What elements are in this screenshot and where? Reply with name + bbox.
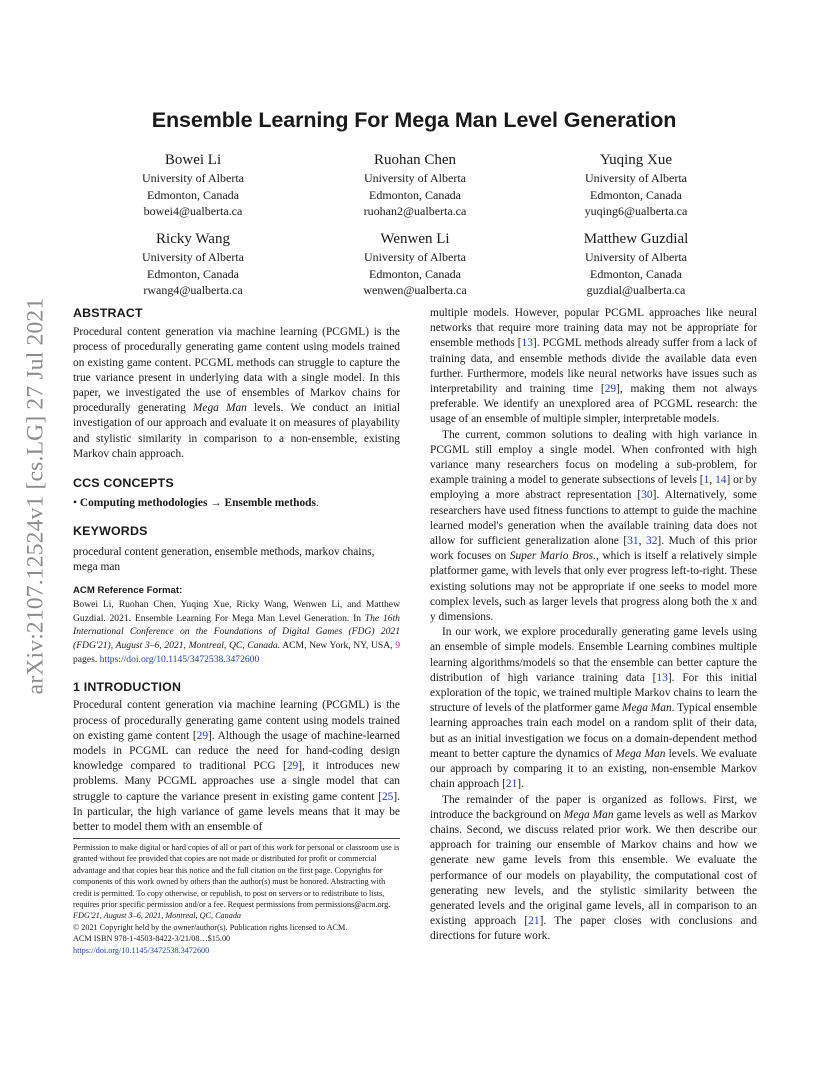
doi-link[interactable]: https://doi.org/10.1145/3472538.3472600: [99, 653, 260, 665]
intro-heading: 1 INTRODUCTION: [73, 680, 182, 695]
ccs-concept: • Computing methodologies → Ensemble methods.: [73, 497, 319, 510]
arxiv-stamp-text: arXiv:2107.12524v1 [cs.LG] 27 Jul 2021: [22, 297, 49, 695]
left-column: [73, 306, 400, 835]
right-column: [430, 306, 757, 945]
conference-line: FDG'21, August 3–6, 2021, Montreal, QC, Canada: [73, 911, 242, 921]
intro-paragraph: Procedural content generation via machine learning (PCGML) is the process of procedurally generating game content using models trained on existing game content [29]. Although the usage of machine-learned models in PCGML can reduce the need for hand-coding design knowledge compared to traditional PCG [29], it introduces new problems. Many PCGML approaches use a single model that can struggle to capture the variance present in existing game content [25]. In particular, the high variance of game levels means that it may be better to model them with an ensemble of: [73, 699, 401, 834]
author-name: Wenwen Li: [380, 231, 450, 247]
permission-notice: Permission to make digital or hard copies of all or part of this work for personal or classroom use is granted without fee provided that copies are not made or distributed for profit or commercial advantage and that copies bear this notice and the full citation on the first page. Copyrights for components of this work owned by others than the author(s) must be honored. Abstracting with credit is permitted. To copy otherwise, or republish, to post on servers or to redistribute to lists, requires prior specific permission and/or a fee. Request permissions from permissions@acm.org.: [73, 843, 400, 910]
copyright-footnote: [73, 838, 400, 956]
author-location: Edmonton, Canada: [147, 187, 239, 202]
author-affiliation: University of Alberta: [364, 171, 466, 185]
author-email: rwang4@ualberta.ca: [143, 283, 243, 298]
citation-link[interactable]: 21: [505, 778, 518, 791]
author-affiliation: University of Alberta: [585, 171, 687, 185]
citation-link[interactable]: 31: [627, 535, 639, 548]
author-affiliation: University of Alberta: [364, 250, 466, 264]
paper-title: Ensemble Learning For Mega Man Level Generation: [151, 108, 677, 132]
author-location: Edmonton, Canada: [590, 187, 682, 202]
citation-link[interactable]: 29: [604, 383, 617, 396]
ccs-heading: CCS CONCEPTS: [73, 476, 174, 491]
citation-link[interactable]: 32: [646, 535, 658, 548]
intro-paragraph: In our work, we explore procedurally generating game levels using an ensemble of simple models. Ensemble Learning combines multiple learning algorithms/models so that the ensemble can better capture the distribution of high variance training data [13]. For this initial exploration of the topic, we trained multiple Markov chains to learn the structure of levels of the platformer game Mega Man. Typical ensemble learning approaches train each model on a random split of their data, but as an initial investigation we focus on a domain-dependent method meant to better capture the dynamics of Mega Man levels. We evaluate our approach by comparing it to an existing, non-ensemble Markov chain approach [21].: [430, 626, 758, 791]
author-location: Edmonton, Canada: [590, 266, 682, 281]
isbn-line: ACM ISBN 978-1-4503-8422-3/21/08…$15.00: [73, 934, 231, 944]
citation-link[interactable]: 13: [521, 337, 533, 350]
citation-link[interactable]: 1: [703, 474, 710, 487]
author-block: [103, 150, 283, 220]
acm-ref-heading: ACM Reference Format:: [73, 585, 183, 597]
intro-paragraph: The remainder of the paper is organized as follows. First, we introduce the background on Mega Man game levels as well as Markov chains. Second, we discuss related prior work. We then describe our approach for training our ensemble of Markov chains and how we generate new game levels from this ensemble. We evaluate the performance of our models on playability, the computational cost of generating new levels, and the stylistic similarity between the generated levels and the original game levels, all in comparison to an existing approach [21]. The paper closes with conclusions and directions for future work.: [430, 793, 757, 943]
author-name: Matthew Guzdial: [583, 231, 689, 247]
citation-link[interactable]: 14: [715, 474, 727, 487]
author-name: Ricky Wang: [156, 231, 230, 247]
abstract-text: Procedural content generation via machine learning (PCGML) is the process of procedurally generating game content using models trained on existing game content. PCGML methods can struggle to capture the true variance present in underlying data with a single model. In this paper, we investigated the use of ensembles of Markov chains for procedurally generating Mega Man levels. We conduct an initial investigation of our approach and evaluate it on measures of playability and stylistic similarity in comparison to a non-ensemble, existing Markov chain approach.: [73, 326, 401, 460]
author-block: [103, 229, 283, 299]
citation-link[interactable]: 30: [641, 489, 653, 502]
keywords-text: procedural content generation, ensemble methods, markov chains, mega man: [73, 545, 375, 573]
author-name: Yuqing Xue: [599, 152, 673, 168]
citation-link[interactable]: 29: [196, 729, 209, 742]
intro-paragraph: multiple models. However, popular PCGML approaches like neural networks that require more training data may not be appropriate for ensemble methods [13]. PCGML methods already suffer from a lack of training data, and ensemble methods divide the available data even further. Furthermore, models like neural networks have issues such as interpretability and training time [29], making them not always preferable. We identify an unexplored area of PCGML research: the usage of an ensemble of multiple simpler, interpretable models.: [430, 307, 757, 426]
author-affiliation: University of Alberta: [142, 171, 244, 185]
copyright-line: © 2021 Copyright held by the owner/author(s). Publication rights licensed to ACM.: [73, 922, 348, 932]
citation-link[interactable]: 21: [528, 915, 540, 928]
author-email: guzdial@ualberta.ca: [586, 283, 686, 298]
citation-link[interactable]: 25: [381, 790, 394, 803]
abstract-heading: ABSTRACT: [73, 306, 143, 320]
author-block: [325, 229, 505, 299]
citation-link[interactable]: 29: [286, 760, 299, 773]
author-affiliation: University of Alberta: [585, 250, 687, 264]
author-name: Bowei Li: [164, 152, 222, 168]
intro-paragraph: The current, common solutions to dealing with high variance in PCGML still employ a single model. When confronted with high variance many researchers focus on modeling a sub-problem, for example training a model to generate subsections of levels [1, 14] or by employing a more abstract representation [30]. Alternatively, some researchers have used fitness functions to attempt to guide the machine learned model's generation when the available training data does not allow for sufficient generalization alone [31, 32]. Much of this prior work focuses on Super Mario Bros., which is itself a relatively simple platformer game, with levels that only ever progress left-to-right. These existing solutions may not be appropriate if one seeks to model more complex levels, such as larger levels that progress along both the x and y dimensions.: [430, 428, 757, 624]
author-email: yuqing6@ualberta.ca: [584, 204, 688, 219]
author-email: wenwen@ualberta.ca: [363, 283, 467, 298]
author-name: Ruohan Chen: [373, 152, 457, 168]
citation-link[interactable]: 13: [656, 671, 668, 684]
footnote-doi-link[interactable]: https://doi.org/10.1145/3472538.3472600: [73, 945, 210, 955]
arxiv-stamp: [20, 296, 52, 696]
author-location: Edmonton, Canada: [147, 266, 239, 281]
author-location: Edmonton, Canada: [369, 266, 461, 281]
author-block: [546, 229, 726, 299]
author-email: ruohan2@ualberta.ca: [363, 204, 467, 219]
author-block: [325, 150, 505, 220]
author-affiliation: University of Alberta: [142, 250, 244, 264]
author-block: [546, 150, 726, 220]
author-email: bowei4@ualberta.ca: [143, 204, 243, 219]
page-count-link[interactable]: 9: [395, 640, 400, 652]
keywords-heading: KEYWORDS: [73, 524, 148, 539]
acm-ref-text: Bowei Li, Ruohan Chen, Yuqing Xue, Ricky Wang, Wenwen Li, and Matthew Guzdial. 2021. Ensemble Learning For Mega Man Level Generation. In The 16th International Conference on the Foundations of Digital Games (FDG) 2021 (FDG'21), August 3–6, 2021, Montreal, QC, Canada. ACM, New York, NY, USA, 9 pages. https://doi.org/10.1145/3472538.3472600: [73, 599, 400, 665]
author-location: Edmonton, Canada: [369, 187, 461, 202]
